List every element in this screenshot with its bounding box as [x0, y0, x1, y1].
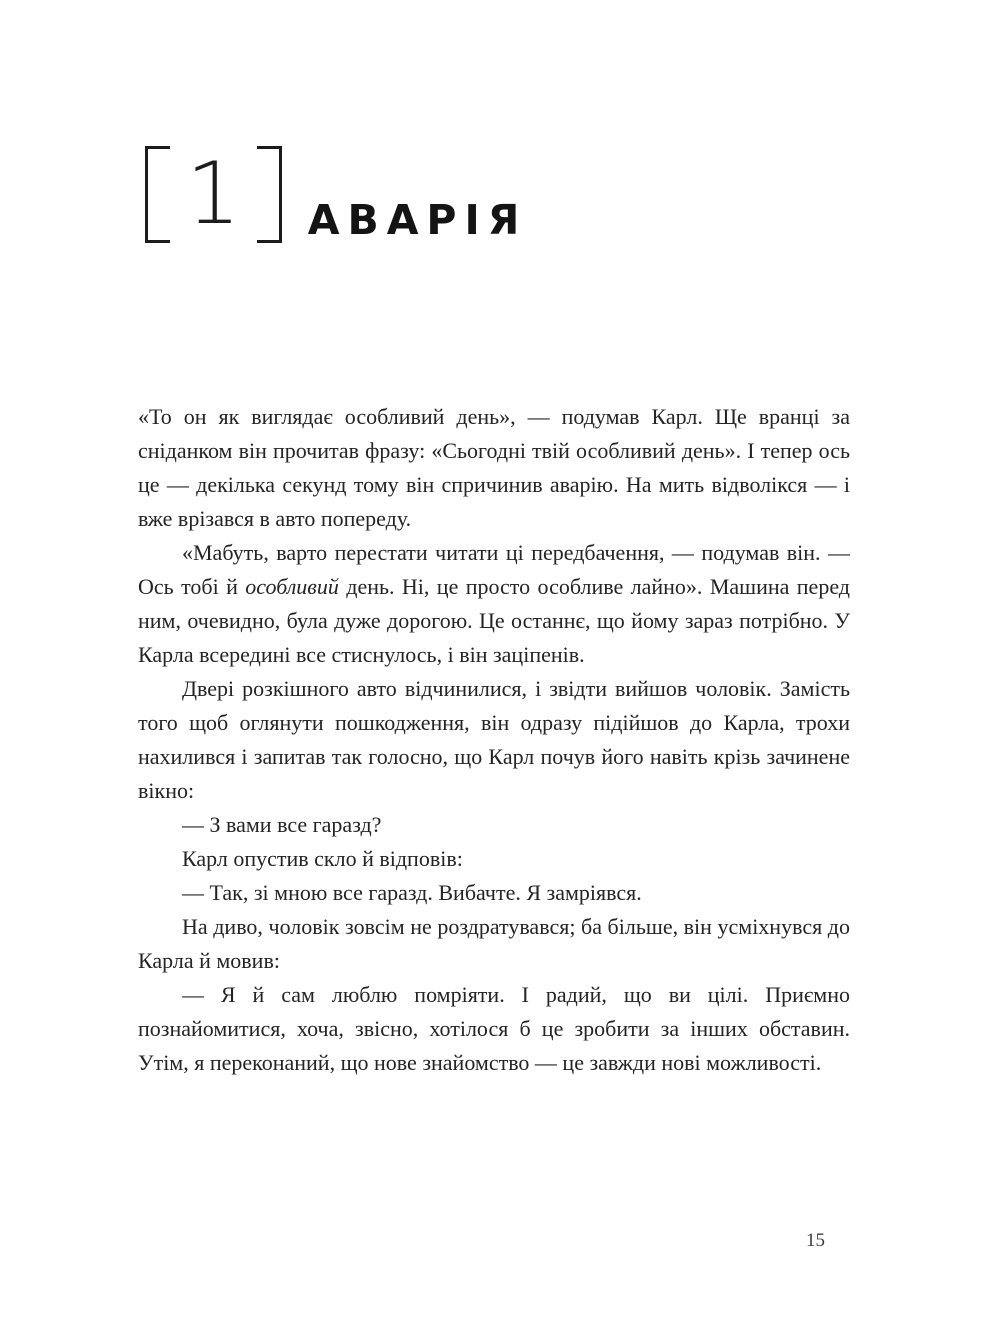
chapter-number-bracket [145, 146, 282, 243]
text-segment: «То он як виглядає особливий день», — подумав Карл. Ще вранці за сніданком він прочитав фразу: «Сьогодні твій особливий день». І тепер ось це — декілька секунд тому він спричинив аварію. На мить відволікся — і вже врізався в авто попереду. [138, 404, 850, 531]
text-segment: — Я й сам люблю помріяти. І радий, що ви цілі. Приємно познайомитися, хоча, звісно, хотілося б це зробити за інших обставин. Утім, я переконаний, що нове знайомство — це завжди нові можливості. [138, 982, 850, 1075]
chapter-title: АВАРІЯ [307, 196, 528, 244]
text-segment: Двері розкішного авто відчинилися, і звідти вийшов чоловік. Замість того щоб оглянути пошкодження, він одразу підійшов до Карла, трохи нахилився і запитав так голосно, що Карл почув його навіть крізь зачинене вікно: [138, 676, 850, 803]
paragraph [138, 536, 850, 672]
left-bracket [145, 146, 170, 243]
italic-text: особливий [245, 574, 339, 599]
text-segment: день. Ні, це просто особливе лайно». Машина перед ним, очевидно, була дуже дорогою. Це останнє, що йому зараз потрібно. У Карла всередині все стиснулось, і він заціпенів. [138, 574, 850, 667]
paragraph [138, 842, 850, 876]
text-segment: Карл опустив скло й відповів: [182, 846, 463, 871]
page-number: 15 [806, 1230, 825, 1251]
chapter-heading [145, 146, 527, 243]
paragraph [138, 672, 850, 808]
text-segment: — Так, зі мною все гаразд. Вибачте. Я замріявся. [182, 880, 642, 905]
paragraph [138, 400, 850, 536]
body-text [138, 400, 850, 1080]
text-segment: — З вами все гаразд? [182, 812, 382, 837]
text-segment: «Мабуть, варто перестати читати ці передбачення, — подумав він. — Ось тобі й [138, 540, 850, 599]
paragraph [138, 910, 850, 978]
paragraph [138, 978, 850, 1080]
paragraph [138, 876, 850, 910]
text-segment: На диво, чоловік зовсім не роздратувався; ба більше, він усміхнувся до Карла й мовив: [138, 914, 850, 973]
chapter-number: 1 [186, 144, 241, 244]
paragraph [138, 808, 850, 842]
right-bracket [257, 146, 282, 243]
